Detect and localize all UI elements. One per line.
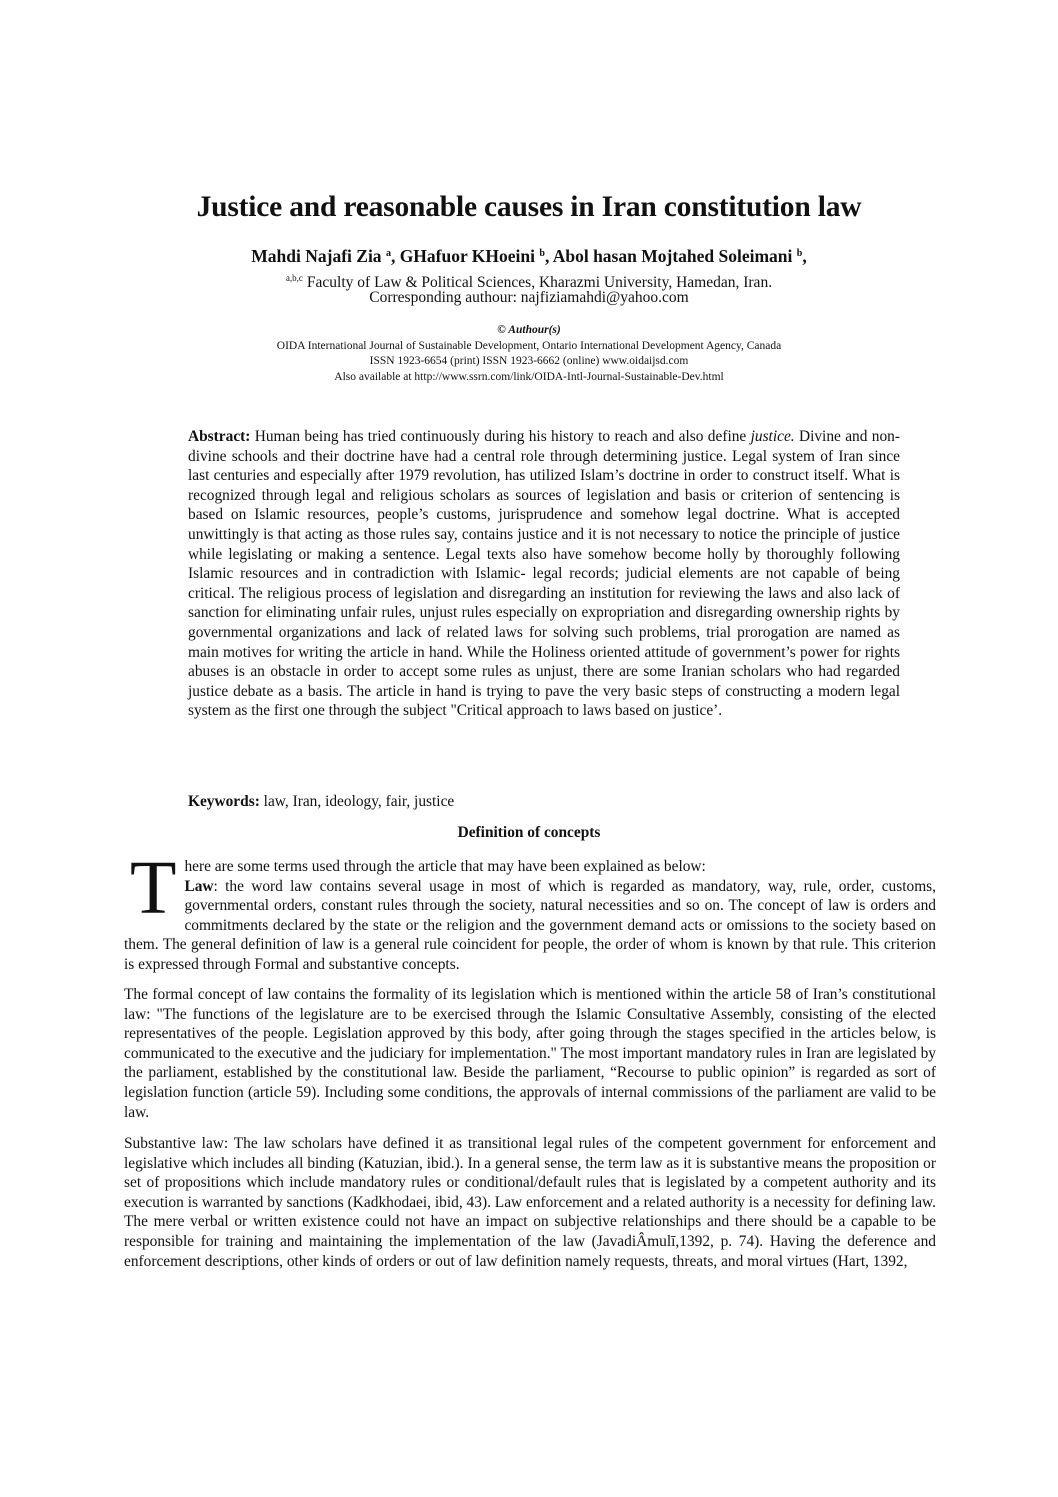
keywords: [188, 792, 900, 812]
abstract-lead: Human being has tried continuously during his history to reach and also define: [250, 428, 751, 445]
author-3-affil-mark: b: [796, 248, 803, 259]
keywords-text: law, Iran, ideology, fair, justice: [259, 793, 455, 810]
author-list-trail: ,: [802, 246, 807, 266]
law-term-label: Law: [184, 877, 214, 895]
copyright-line: © Authour(s): [497, 324, 561, 336]
author-1-affil-mark: a: [385, 248, 391, 259]
paper-title: Justice and reasonable causes in Iran constitution law: [196, 191, 862, 223]
paragraph-1-rest: : the word law contains several usage in most of which is regarded as mandatory, way, rule, order, customs, governmental orders, constant rules through the society, natural necessities and so on. The concept of law is orders and commitments declared by the state or the religion and the government demand acts or omissions to the society based on them. The general definition of law is a general rule coincident for people, the order of whom is known by that rule. This criterion is expressed through Formal and substantive concepts.: [124, 877, 936, 973]
affiliation-text: Faculty of Law & Political Sciences, Kharazmi University, Hamedan, Iran.: [306, 274, 773, 291]
body-paragraph-3: Substantive law: The law scholars have defined it as transitional legal rules of the competent government for enforcement and legislative which includes all binding (Katuzian, ibid.). In a general sense, the term law as it is substantive means the proposition or set of propositions which include mandatory rules or conditional/default rules that is legislated by a competent authority and its execution is warranted by sanctions (Kadkhodaei, ibid, 43). Law enforcement and a related authority is a necessity for defining law. The mere verbal or written existence could not have an impact on subjective relationships and there should be a capable to be responsible for training and maintaining the implementation of the law (JavadiÂmulī,1392, p. 74). Having the deference and enforcement descriptions, other kinds of orders or out of law definition namely requests, threats, and moral virtues (Hart, 1392,: [124, 1135, 936, 1270]
abstract-lead-italic: justice.: [750, 428, 795, 445]
author-2-affil-mark: b: [539, 248, 545, 259]
affiliation-marks: a,b,c: [285, 273, 303, 283]
publication-meta: [0, 323, 1058, 385]
corresponding-author: Corresponding authour: najfiziamahdi@yahoo.com: [369, 289, 689, 306]
keywords-label: Keywords:: [188, 793, 260, 810]
abstract: [188, 427, 900, 721]
availability-line: Also available at http://www.ssrn.com/link/OIDA-Intl-Journal-Sustainable-Dev.html: [334, 370, 724, 383]
abstract-label: Abstract:: [188, 428, 251, 445]
author-2: , GHafuor KHoeini: [390, 246, 540, 266]
author-3: , Abol hasan Mojtahed Soleimani: [544, 246, 797, 266]
journal-line: OIDA International Journal of Sustainable Development, Ontario International Development Agency, Canada: [276, 339, 782, 352]
author-list: [0, 243, 1058, 267]
paragraph-1-first-line: here are some terms used through the article that may have been explained as below:: [184, 858, 706, 875]
issn-line: ISSN 1923-6654 (print) ISSN 1923-6662 (online) www.oidaijsd.com: [369, 355, 689, 367]
drop-cap: T: [130, 846, 177, 930]
section-heading: Definition of concepts: [457, 824, 601, 841]
author-1: Mahdi Najafi Zia: [251, 246, 386, 266]
body-paragraph-2: The formal concept of law contains the formality of its legislation which is mentioned within the article 58 of Iran’s constitutional law: "The functions of the legislature are to be exercised through the Islamic Consultative Assembly, consisting of the elected representatives of the people. Legislation approved by this body, after going through the stages specified in the articles below, is communicated to the executive and the judiciary for implementation." The most important mandatory rules in Iran are legislated by the parliament, established by the constitutional law. Beside the parliament, “Recourse to public opinion” is regarded as sort of legislation function (article 59). Including some conditions, the approvals of internal commissions of the parliament are valid to be law.: [124, 986, 936, 1121]
abstract-body: Divine and non-divine schools and their doctrine have had a central role through determining justice. Legal system of Iran since last centuries and especially after 1979 revolution, has utilized Islam’s doctrine in order to construct itself. What is recognized through legal and religious scholars as sources of legislation and basis or criterion of sentencing is based on Islamic resources, people’s customs, jurisprudence and somehow legal doctrine. What is accepted unwittingly is that acting as those rules say, contains justice and it is not necessary to notice the principle of justice while legislating or making a sentence. Legal texts also have somehow become holly by thoroughly following Islamic resources and in contradiction with Islamic- legal records; judicial elements are not capable of being critical. The religious process of legislation and disregarding an institution for reviewing the laws and also lack of sanction for eliminating unfair rules, unjust rules especially on expropriation and disregarding ownership rights by governmental organizations and lack of related laws for solving such problems, trial prorogation are named as main motives for writing the article in hand. While the Holiness oriented attitude of government’s power for rights abuses is an obstacle in order to accept some rules as unjust, there are some Iranian scholars who had regarded justice debate as a basis. The article in hand is trying to pave the very basic steps of constructing a modern legal system as the first one through the subject "Critical approach to laws based on justice’.: [188, 428, 900, 720]
body-paragraph-1: [124, 846, 936, 975]
